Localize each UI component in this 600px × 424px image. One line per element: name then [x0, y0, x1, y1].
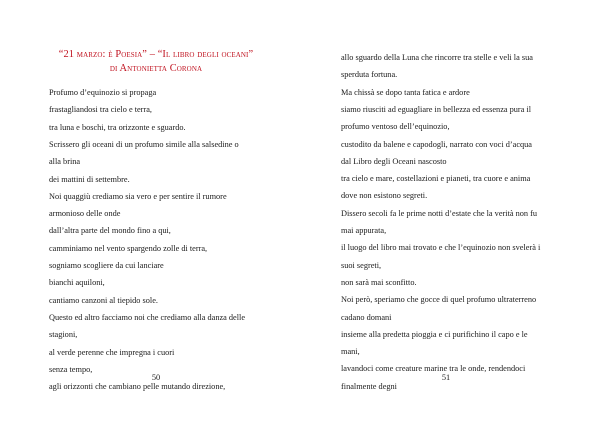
poem-title — [56, 48, 256, 76]
poem-line: al verde perenne che impregna i cuori — [49, 347, 175, 357]
poem-line: sperduta fortuna. — [341, 70, 398, 80]
poem-line: bianchi aquiloni, — [49, 278, 105, 288]
poem-line: agli orizzonti che cambiano pelle mutando direzione, — [49, 382, 226, 392]
poem-line: profumo ventoso dell’equinozio, — [341, 122, 450, 132]
poem-line: camminiamo nel vento spargendo zolle di terra, — [49, 243, 208, 253]
poem-line: finalmente degni — [341, 381, 397, 391]
title-line-1: “21 marzo: è Poesia” – “Il libro degli oceani” — [58, 49, 254, 60]
poem-line: siamo riusciti ad eguagliare in bellezza ed essenza pura il — [341, 104, 532, 114]
poem-line: armonioso delle onde — [49, 209, 121, 219]
poem-line: lavandoci come creature marine tra le onde, rendendoci — [341, 364, 526, 374]
poem-line: dal Libro degli Oceani nascosto — [341, 156, 447, 166]
poem-line: Scrissero gli oceani di un profumo simile alla salsedine o — [49, 139, 239, 149]
poem-line: tra cielo e mare, costellazioni e pianeti, tra cuore e anima — [341, 174, 531, 184]
poem-line: mani, — [341, 347, 360, 357]
poem-line: allo sguardo della Luna che rincorre tra stelle e veli la sua — [341, 53, 533, 62]
poem-line: cantiamo canzoni al tiepido sole. — [49, 295, 158, 305]
poem-line: il luogo del libro mai trovato e che l’equinozio non svelerà i — [341, 243, 541, 253]
poem-line: cadano domani — [341, 312, 392, 322]
poem-line: stagioni, — [49, 330, 78, 340]
right-page — [300, 0, 600, 424]
poem-line: dove non esistono segreti. — [341, 191, 428, 201]
poem-line: senza tempo, — [49, 364, 93, 374]
poem-line: alla brina — [49, 157, 81, 167]
poem-line: dall’altra parte del mondo fino a qui, — [49, 226, 171, 236]
poem-line: custodito da balene e capodogli, narrato con voci d’acqua — [341, 139, 532, 149]
poem-line: Noi però, speriamo che gocce di quel profumo ultraterreno — [341, 295, 537, 305]
poem-line: insieme alla predetta pioggia e ci purifichino il capo e le — [341, 329, 528, 339]
poem-line: dei mattini di settembre. — [49, 174, 130, 184]
poem-line: Ma chissà se dopo tanta fatica e ardore — [341, 87, 470, 97]
poem-line: Noi quaggiù crediamo sia vero e per sentire il rumore — [49, 191, 227, 201]
page-number-left: 50 — [151, 373, 161, 382]
poem-line: Questo ed altro facciamo noi che crediamo alla danza delle — [49, 312, 246, 322]
poem-line: Profumo d’equinozio si propaga — [49, 88, 157, 97]
poem-line: sogniamo scogliere da cui lanciare — [49, 261, 164, 270]
poem-line: suoi segreti, — [341, 260, 382, 270]
page-number-right: 51 — [441, 373, 451, 382]
title-line-2: di Antonietta Corona — [109, 63, 203, 74]
poem-line: Dissero secoli fa le prime notti d’estate che la verità non fu — [341, 208, 538, 218]
poem-line: non sarà mai sconfitto. — [341, 277, 417, 287]
poem-line: tra luna e boschi, tra orizzonte e sguardo. — [49, 122, 186, 132]
poem-line: frastagliandosi tra cielo e terra, — [49, 105, 152, 115]
poem-line: mai appurata, — [341, 226, 387, 235]
